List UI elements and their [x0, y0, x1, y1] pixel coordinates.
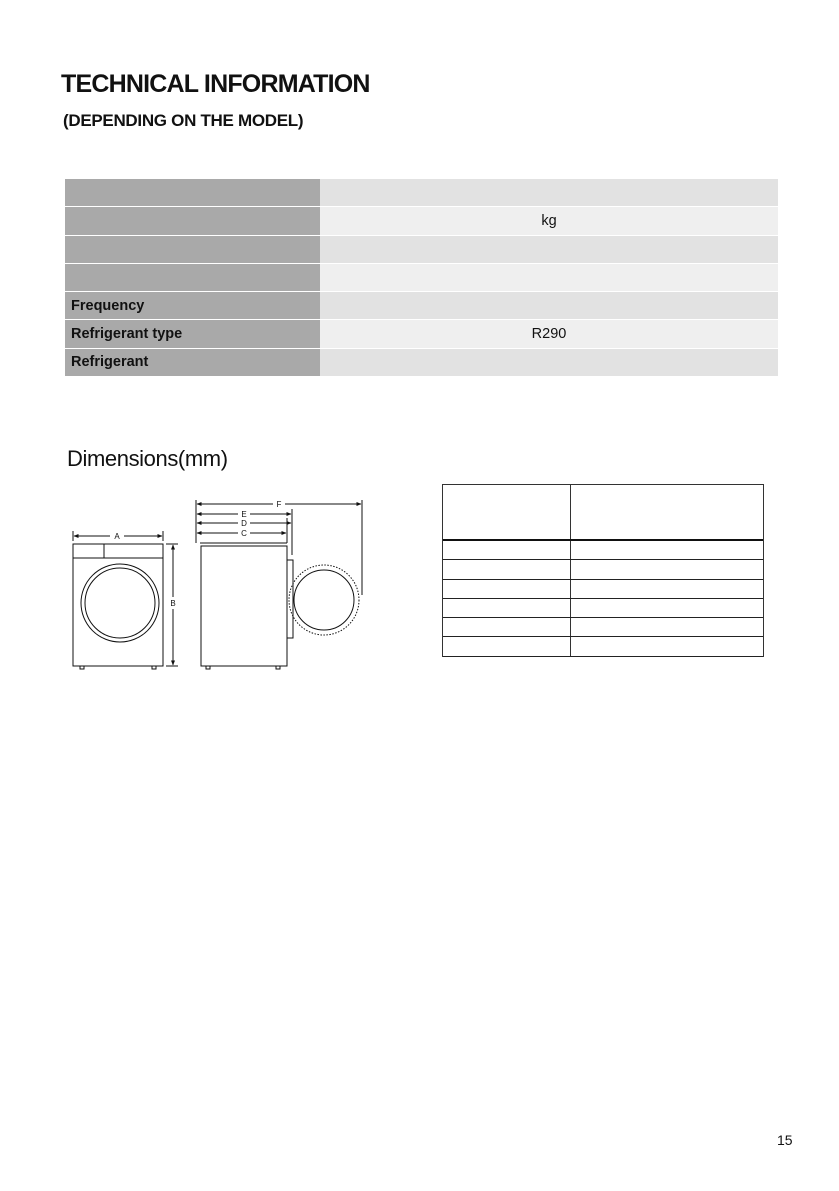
table-row	[443, 541, 763, 560]
table-row	[443, 599, 763, 618]
dim-label-d: D	[241, 519, 247, 528]
dimensions-table-header	[443, 485, 763, 541]
spec-row	[65, 264, 778, 292]
spec-row	[65, 179, 778, 207]
spec-row	[65, 349, 778, 377]
table-cell	[443, 560, 571, 578]
table-cell	[443, 637, 571, 655]
spec-row	[65, 236, 778, 264]
table-cell	[443, 541, 571, 559]
dim-label-f: F	[276, 500, 282, 509]
table-cell	[443, 580, 571, 598]
spec-value	[320, 264, 778, 291]
spec-row	[65, 320, 778, 348]
page-subtitle: (DEPENDING ON THE MODEL)	[63, 111, 304, 130]
spec-label: Refrigerant	[65, 349, 320, 376]
front-view-drawing	[73, 531, 178, 669]
table-cell	[571, 580, 763, 598]
spec-label	[65, 179, 320, 206]
table-cell	[571, 560, 763, 578]
spec-label: Frequency	[65, 292, 320, 319]
page-number: 15	[777, 1132, 793, 1148]
spec-value	[320, 349, 778, 376]
dimensions-table	[442, 484, 764, 657]
header-cell	[443, 485, 571, 539]
spec-row	[65, 207, 778, 235]
dim-label-b: B	[170, 599, 176, 608]
table-row	[443, 580, 763, 599]
page-title: TECHNICAL INFORMATION	[61, 70, 370, 98]
spec-label	[65, 264, 320, 291]
table-cell	[443, 599, 571, 617]
side-view-drawing	[196, 500, 362, 669]
spec-value: kg	[320, 207, 778, 234]
spec-label	[65, 236, 320, 263]
table-cell	[571, 618, 763, 636]
table-row	[443, 637, 763, 656]
spec-value	[320, 292, 778, 319]
spec-label	[65, 207, 320, 234]
table-cell	[443, 618, 571, 636]
dim-label-e: E	[241, 510, 247, 519]
dryer-dimension-diagram	[66, 495, 376, 680]
spec-value	[320, 179, 778, 206]
technical-spec-table	[65, 179, 778, 377]
spec-label: Refrigerant type	[65, 320, 320, 347]
spec-value	[320, 236, 778, 263]
dimensions-title: Dimensions(mm)	[67, 446, 228, 471]
table-row	[443, 618, 763, 637]
spec-value: R290	[320, 320, 778, 347]
table-row	[443, 560, 763, 579]
table-cell	[571, 599, 763, 617]
header-cell	[571, 485, 763, 539]
dim-label-a: A	[114, 532, 120, 541]
table-cell	[571, 637, 763, 655]
table-cell	[571, 541, 763, 559]
spec-row	[65, 292, 778, 320]
dim-label-c: C	[241, 529, 247, 538]
